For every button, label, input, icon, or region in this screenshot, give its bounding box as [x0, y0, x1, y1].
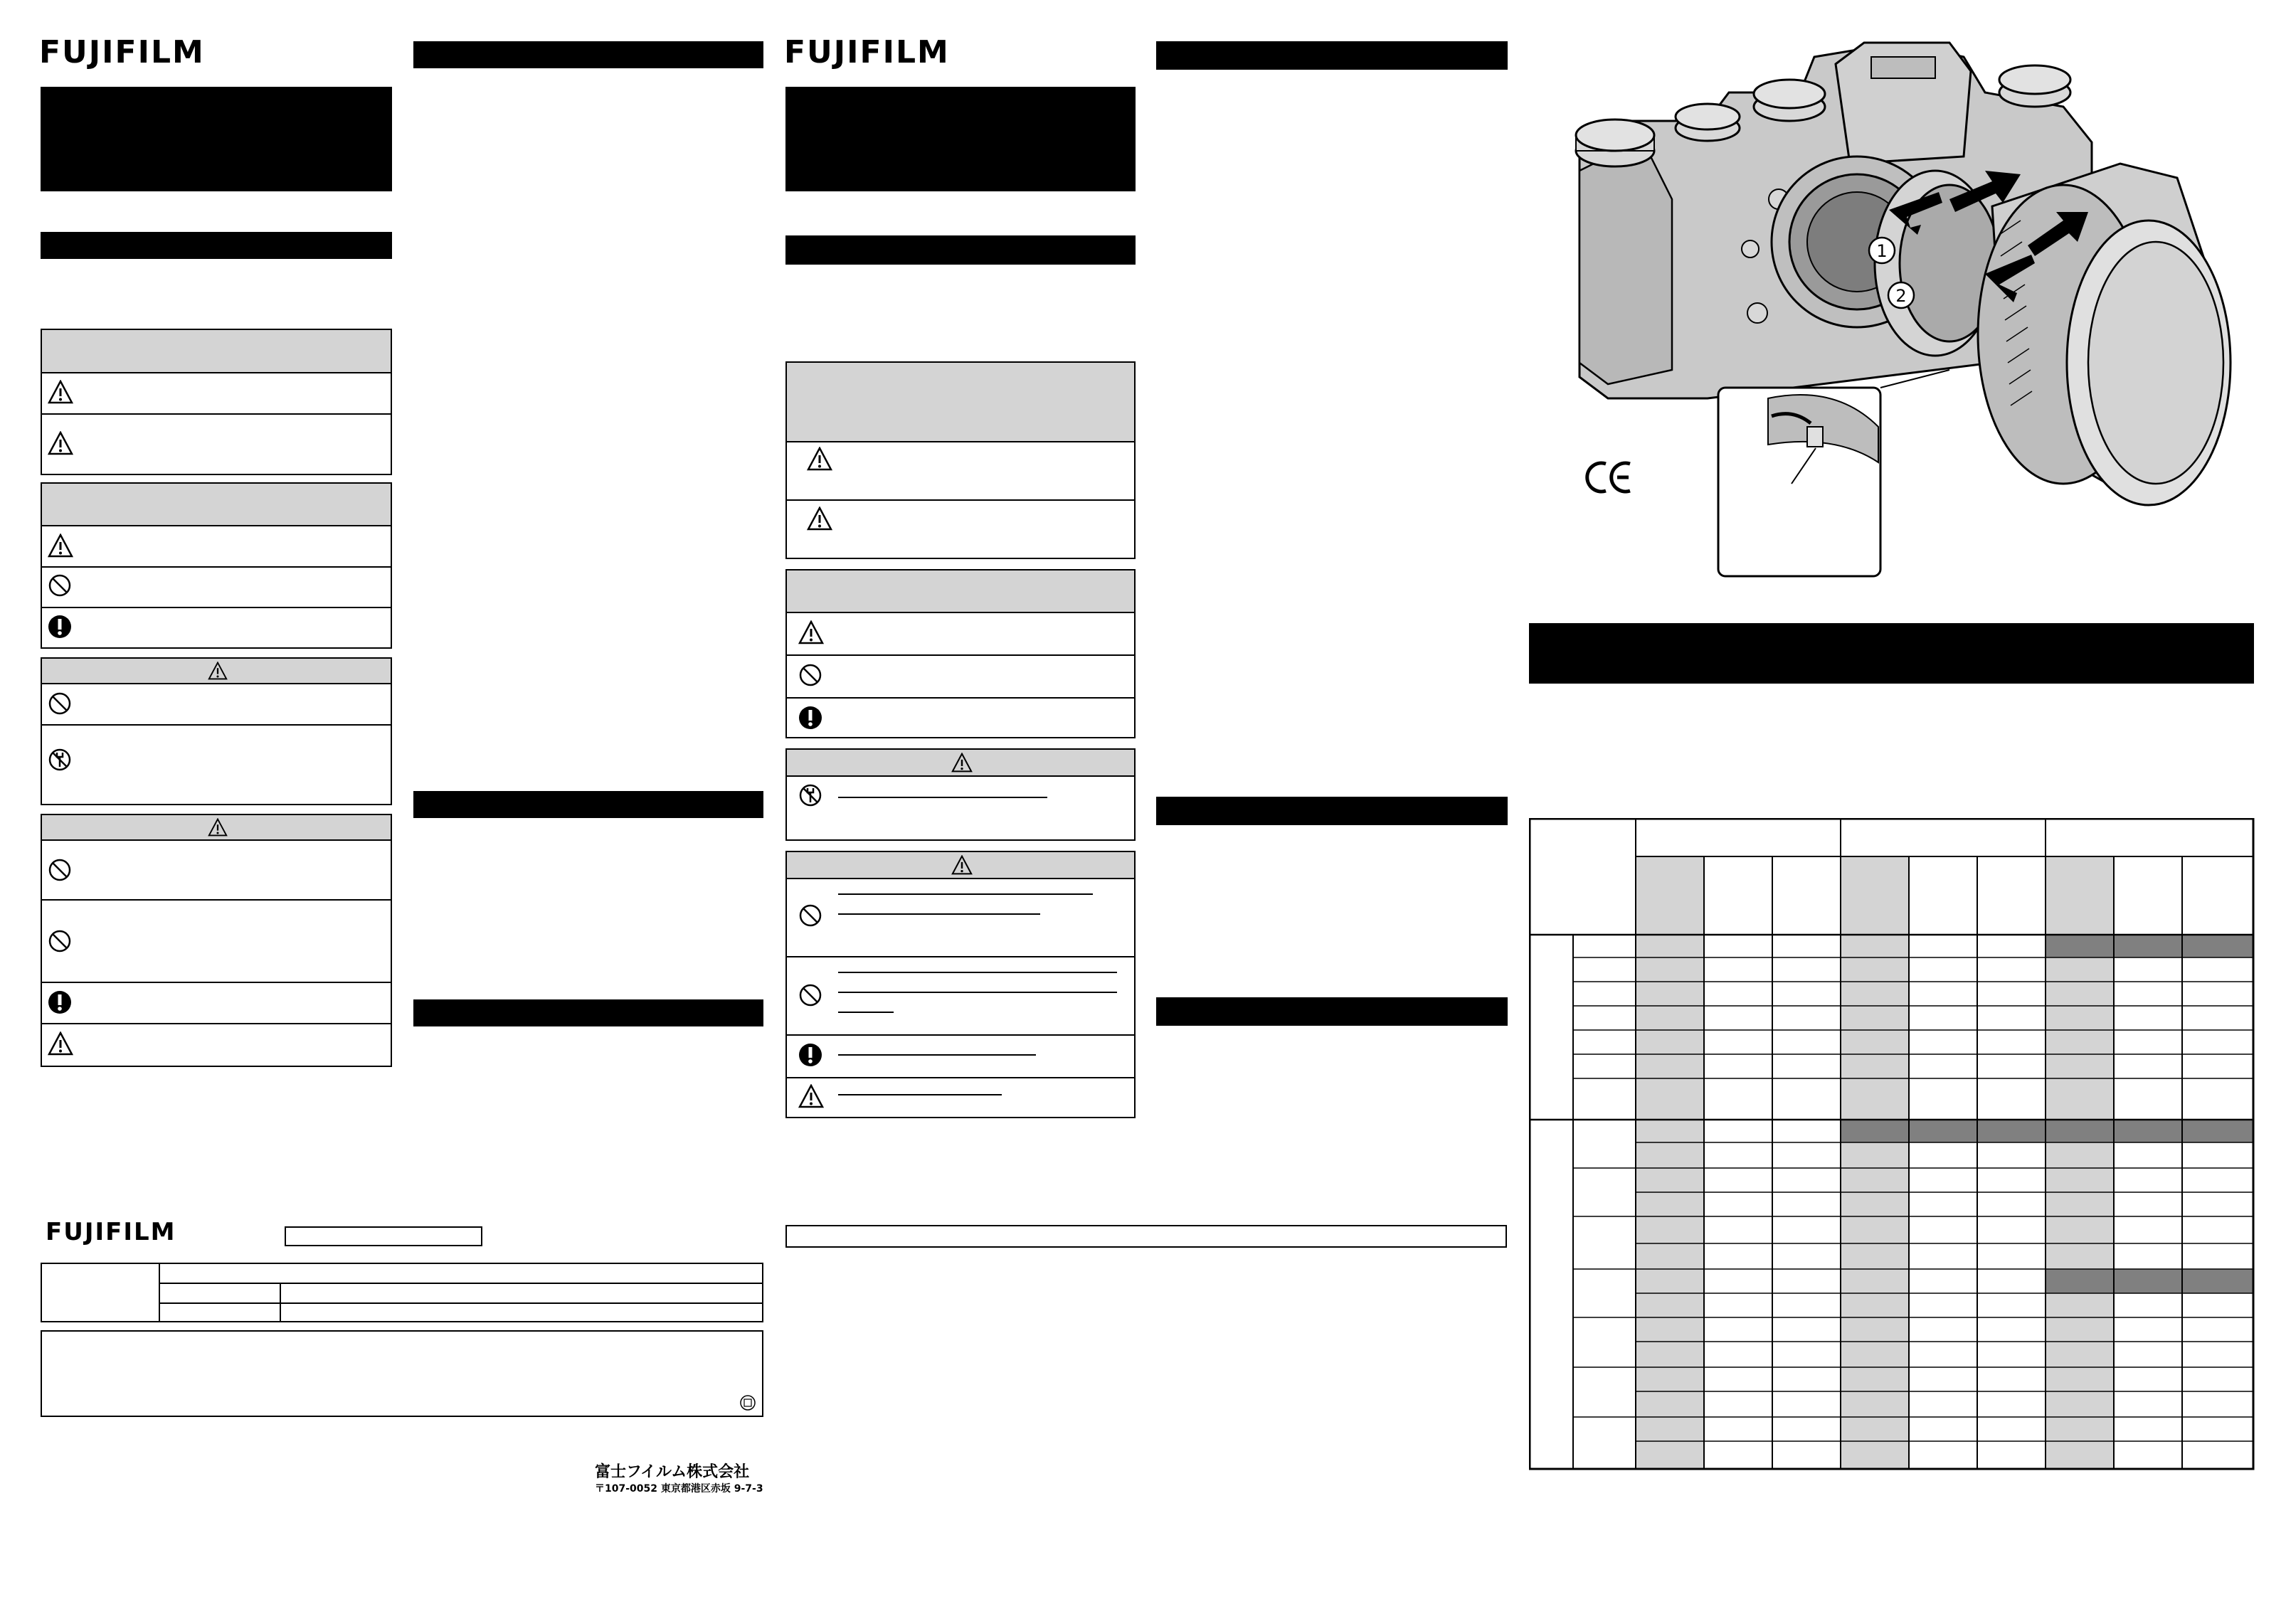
legend-header — [42, 330, 391, 372]
warning-triangle-icon — [798, 1084, 824, 1108]
section-header-bar — [413, 41, 763, 68]
prohibited-circle-icon — [798, 903, 822, 928]
brand-logo: FUJIFILM — [784, 34, 950, 70]
prohibited-circle-icon — [48, 858, 72, 882]
caution-box — [41, 814, 392, 1067]
text-underline — [838, 1054, 1036, 1056]
section-header-bar — [785, 235, 1136, 265]
brand-logo: FUJIFILM — [46, 1218, 176, 1246]
text-underline — [838, 1012, 894, 1013]
section-header-bar — [413, 999, 763, 1026]
text-underline — [838, 972, 1117, 973]
title-block — [785, 87, 1136, 191]
warning-triangle-icon — [798, 620, 824, 644]
brand-logo: FUJIFILM — [39, 34, 205, 70]
symbol-legend-box — [41, 482, 392, 649]
company-name: 富士フイルム株式会社 — [595, 1463, 750, 1481]
warning-legend-box — [41, 329, 392, 475]
warning-triangle-icon — [48, 431, 73, 455]
title-block — [41, 87, 392, 191]
prohibited-circle-icon — [48, 573, 72, 598]
prohibited-circle-icon — [798, 663, 822, 687]
warning-triangle-icon — [807, 447, 832, 471]
serial-field — [285, 1226, 482, 1246]
compatibility-table — [1529, 818, 2255, 1471]
step-2-label: 2 — [1895, 286, 1907, 306]
warning-triangle-icon — [48, 534, 73, 558]
compatibility-header-bar — [1529, 623, 2254, 684]
mandatory-exclamation-icon — [798, 706, 822, 730]
wide-note-box — [785, 1225, 1507, 1248]
warning-triangle-icon — [951, 753, 973, 773]
mandatory-exclamation-icon — [798, 1043, 822, 1067]
prohibited-circle-icon — [48, 691, 72, 716]
warning-triangle-icon — [807, 506, 832, 531]
warranty-notes-box — [41, 1330, 763, 1417]
section-header-bar — [413, 791, 763, 818]
prohibited-circle-icon — [48, 929, 72, 953]
section-header-bar — [1156, 41, 1508, 70]
ce-mark-icon — [1584, 461, 1634, 494]
text-underline — [838, 797, 1047, 798]
mandatory-exclamation-icon — [48, 615, 72, 639]
text-underline — [838, 1094, 1002, 1095]
section-header-bar — [41, 232, 392, 259]
step-1-label: 1 — [1876, 241, 1888, 261]
caution-box — [785, 851, 1136, 1118]
mandatory-exclamation-icon — [48, 990, 72, 1014]
legend-header — [787, 570, 1134, 612]
warning-triangle-icon — [207, 818, 228, 837]
warning-triangle-icon — [48, 380, 73, 404]
legend-header — [787, 363, 1134, 441]
company-address: 〒107-0052 東京都港区赤坂 9-7-3 — [595, 1483, 763, 1495]
warning-triangle-icon — [951, 855, 973, 875]
seal-stamp-icon — [739, 1394, 756, 1411]
warning-triangle-icon — [207, 662, 228, 680]
warning-legend-box — [785, 361, 1136, 559]
section-header-bar — [1156, 797, 1508, 825]
no-disassembly-icon — [798, 782, 822, 808]
prohibited-circle-icon — [798, 983, 822, 1007]
text-underline — [838, 893, 1093, 895]
legend-header — [42, 484, 391, 525]
warning-box — [41, 657, 392, 805]
symbol-legend-box — [785, 569, 1136, 738]
warning-triangle-icon — [48, 1031, 73, 1056]
warranty-table — [41, 1263, 763, 1322]
warning-box — [785, 748, 1136, 841]
text-underline — [838, 913, 1040, 915]
text-underline — [838, 992, 1117, 993]
camera-lens-mount-illustration — [1565, 28, 2234, 583]
no-disassembly-icon — [48, 747, 72, 773]
section-header-bar — [1156, 997, 1508, 1026]
